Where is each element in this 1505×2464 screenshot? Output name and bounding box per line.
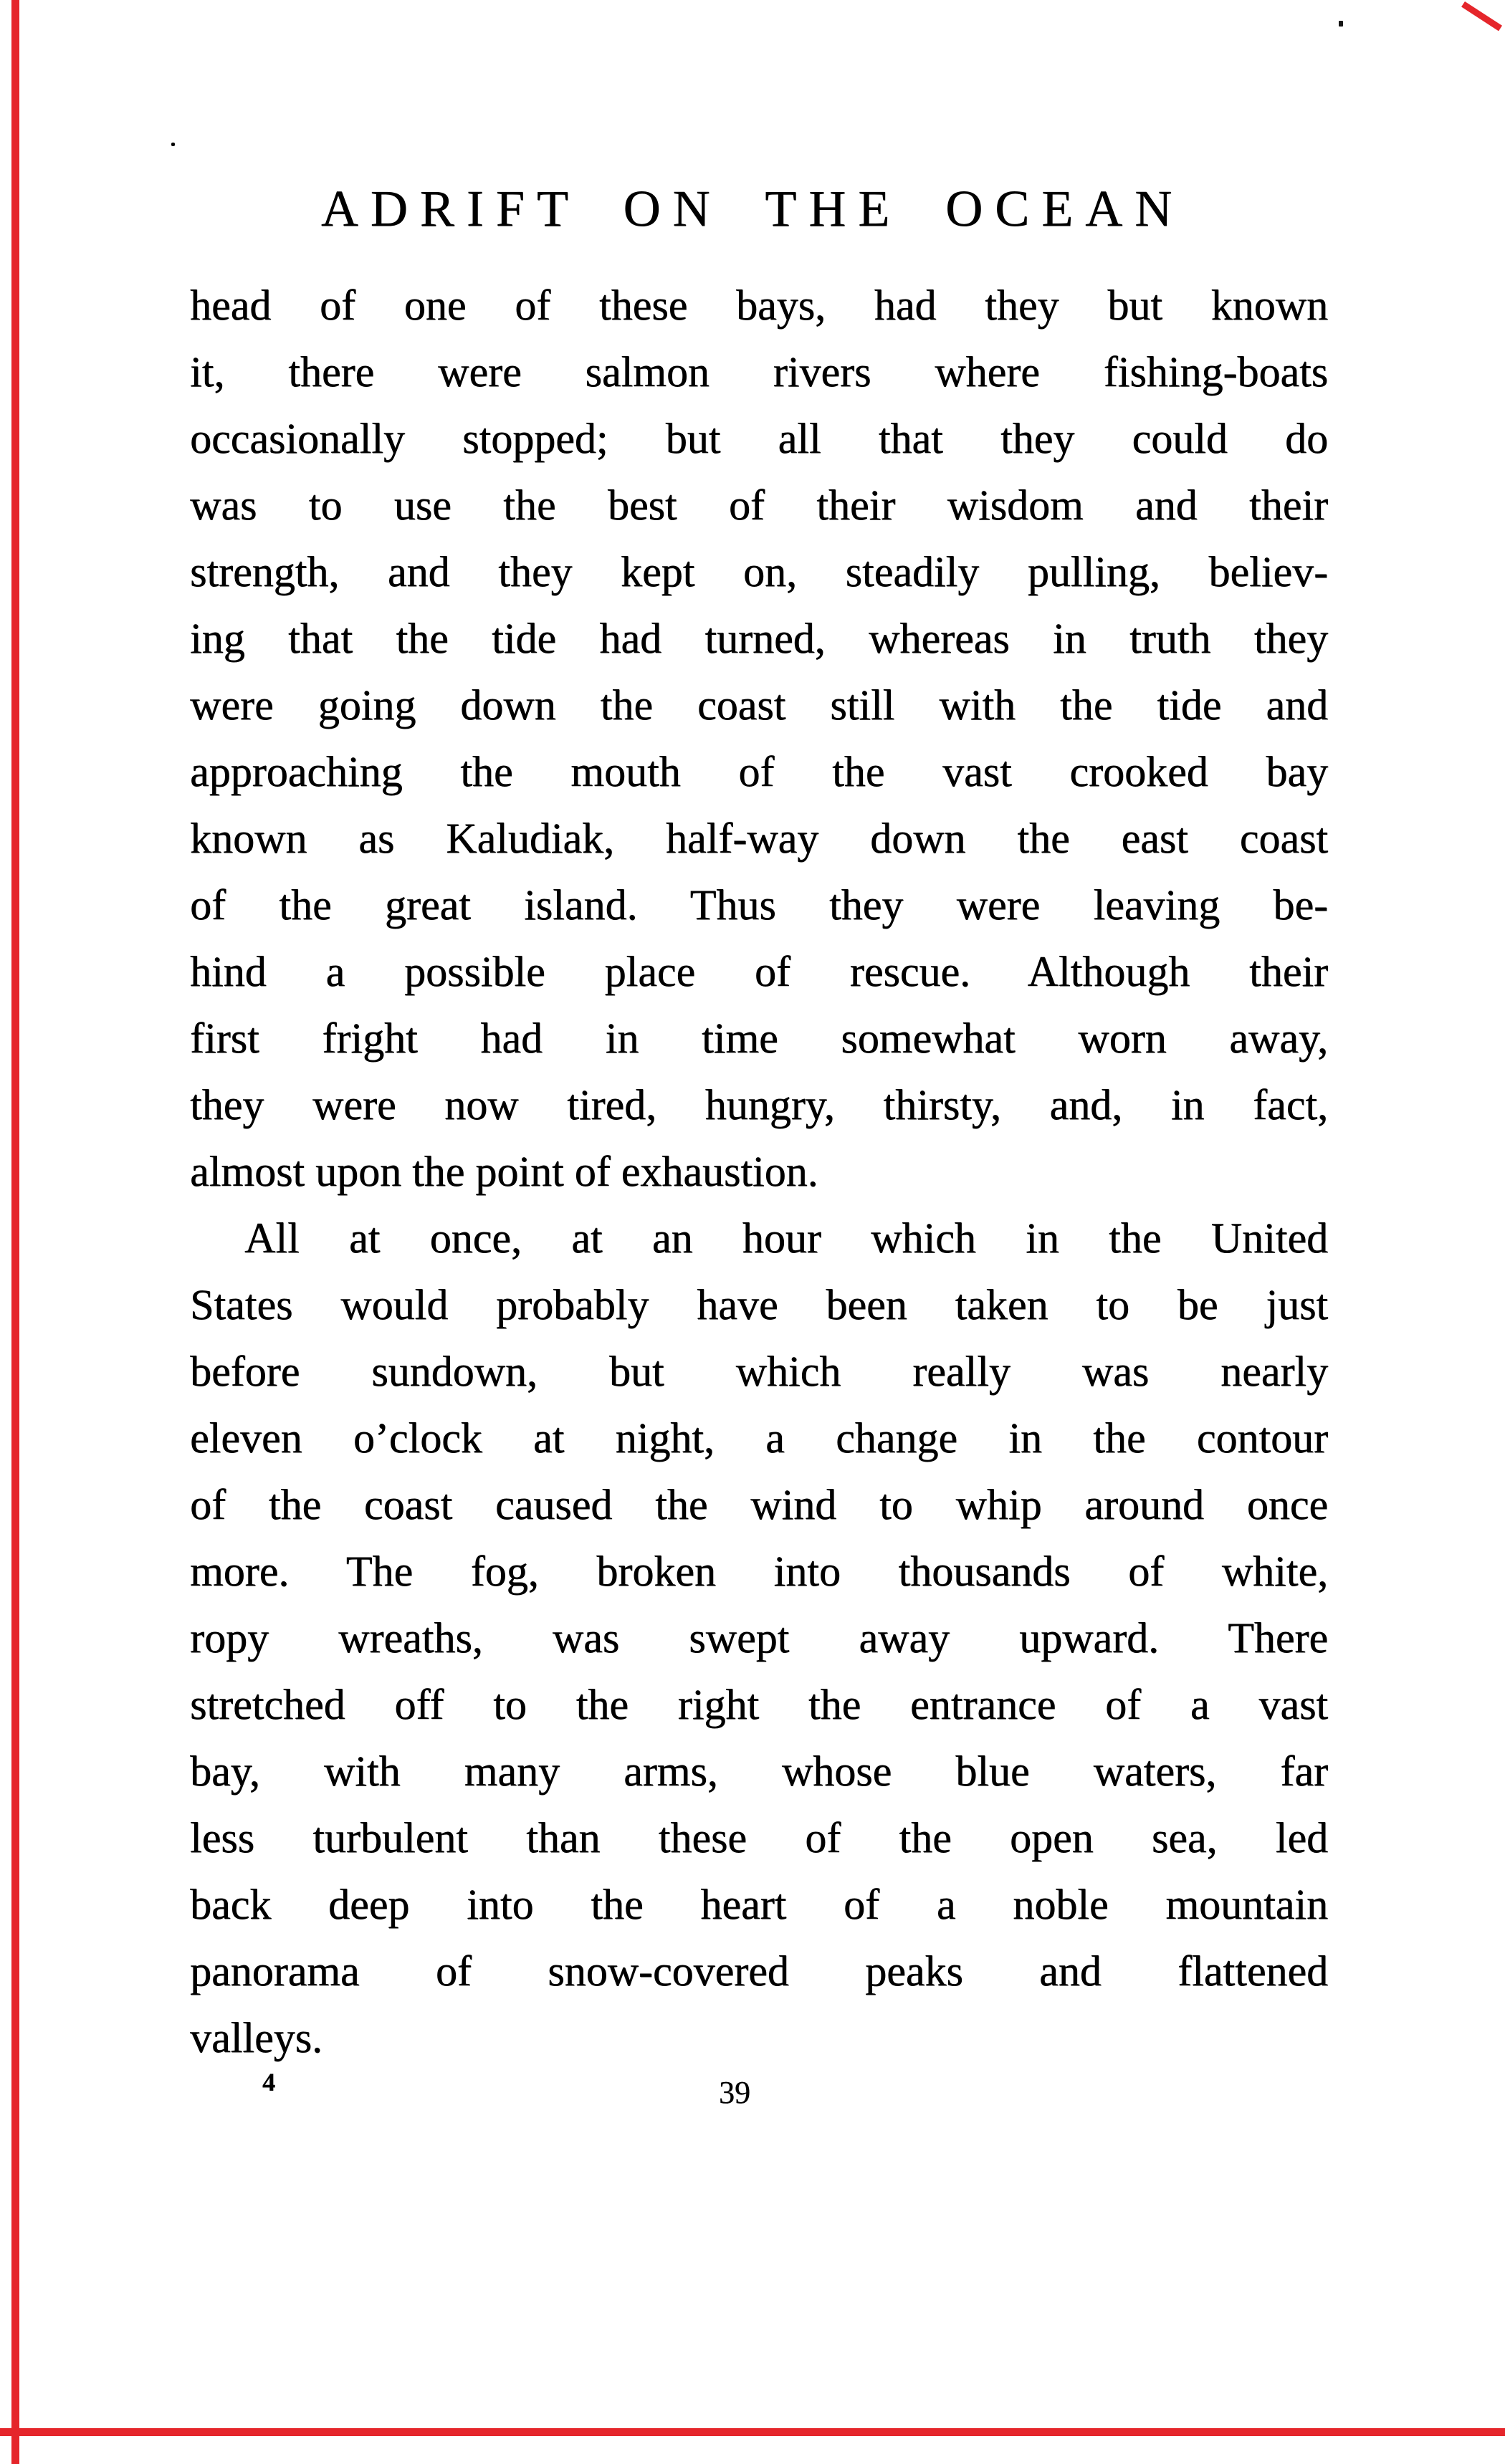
text-line: eleven o’clock at night, a change in the contour bbox=[190, 1414, 1328, 1462]
text-line: stretched off to the right the entrance of a vast bbox=[190, 1681, 1328, 1728]
ink-speck bbox=[171, 143, 175, 146]
text-line: States would probably have been taken to be just bbox=[190, 1281, 1328, 1328]
scan-mark-corner-tick bbox=[1461, 1, 1502, 31]
text-line: it, there were salmon rivers where fishing-boats bbox=[190, 348, 1328, 396]
text-line: was to use the best of their wisdom and their bbox=[190, 481, 1328, 529]
text-line: bay, with many arms, whose blue waters, far bbox=[190, 1748, 1328, 1795]
text-line: less turbulent than these of the open sea, led bbox=[190, 1814, 1328, 1861]
body-text bbox=[190, 272, 1328, 2071]
text-line: known as Kaludiak, half-way down the east coast bbox=[190, 815, 1328, 862]
text-line: were going down the coast still with the tide and bbox=[190, 681, 1328, 729]
scan-mark-left-line bbox=[11, 0, 19, 2464]
scan-mark-bottom-line bbox=[0, 2428, 1505, 2436]
text-line: valleys. bbox=[190, 2014, 322, 2061]
text-line: of the coast caused the wind to whip around once bbox=[190, 1481, 1328, 1528]
text-line: hind a possible place of rescue. Although their bbox=[190, 948, 1328, 995]
ink-speck bbox=[1339, 21, 1343, 27]
text-line: first fright had in time somewhat worn away, bbox=[190, 1015, 1328, 1062]
text-line: ropy wreaths, was swept away upward. There bbox=[190, 1614, 1328, 1662]
text-line: more. The fog, broken into thousands of white, bbox=[190, 1548, 1328, 1595]
text-line: they were now tired, hungry, thirsty, and, in fact, bbox=[190, 1081, 1328, 1128]
text-line: strength, and they kept on, steadily pulling, believ- bbox=[190, 548, 1328, 595]
text-line: approaching the mouth of the vast crooked bay bbox=[190, 748, 1328, 795]
signature-mark: 4 bbox=[262, 2068, 275, 2096]
page-title: ADRIFT ON THE OCEAN bbox=[320, 180, 1185, 237]
text-line: panorama of snow-covered peaks and flattened bbox=[190, 1947, 1328, 1995]
text-line: All at once, at an hour which in the United bbox=[244, 1214, 1328, 1262]
text-line: back deep into the heart of a noble mountain bbox=[190, 1881, 1328, 1928]
text-line: occasionally stopped; but all that they could do bbox=[190, 415, 1328, 462]
text-line: head of one of these bays, had they but known bbox=[190, 282, 1328, 329]
text-line: almost upon the point of exhaustion. bbox=[190, 1148, 818, 1195]
text-line: ing that the tide had turned, whereas in truth they bbox=[190, 615, 1328, 662]
text-line: of the great island. Thus they were leaving be- bbox=[190, 881, 1328, 929]
page-number: 39 bbox=[719, 2075, 750, 2110]
text-line: before sundown, but which really was nearly bbox=[190, 1348, 1328, 1395]
